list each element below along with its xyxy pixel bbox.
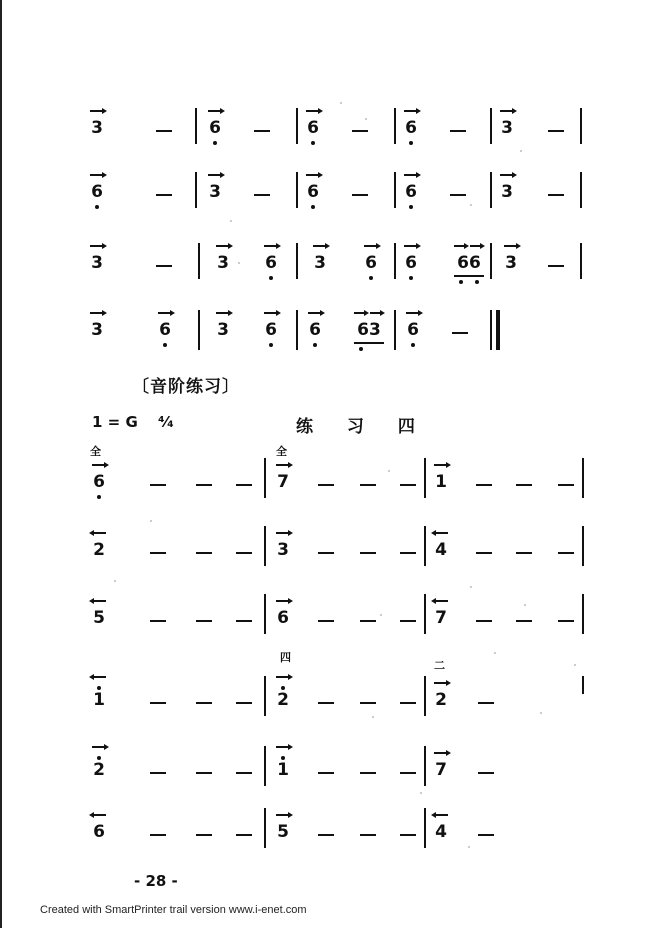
low-octave-dot: [475, 280, 479, 284]
note-digit: 66: [457, 253, 481, 273]
bow-direction-mark: [90, 110, 104, 112]
sustain-dash: [318, 620, 334, 622]
bow-direction-mark: [434, 752, 448, 754]
sustain-dash: [516, 484, 532, 486]
note-digit: 6: [405, 118, 417, 138]
bar-line: [582, 458, 584, 498]
bow-direction-mark: [370, 312, 382, 314]
note: [302, 320, 328, 340]
final-bar-thick: [496, 310, 500, 350]
note: [300, 182, 326, 202]
note-digit: 6: [405, 253, 417, 273]
scan-speck: [574, 664, 576, 666]
low-octave-dot: [409, 205, 413, 209]
note: [307, 253, 333, 273]
high-octave-dot: [97, 756, 101, 760]
note: [86, 472, 112, 492]
sustain-dash: [400, 552, 416, 554]
bar-line: [264, 746, 266, 786]
note: [428, 760, 454, 780]
note-digit: 3: [314, 253, 326, 273]
sustain-dash: [318, 552, 334, 554]
note: [202, 182, 228, 202]
bow-direction-mark: [90, 312, 104, 314]
note: [270, 608, 296, 628]
sustain-dash: [254, 130, 270, 132]
note: [428, 472, 454, 492]
sustain-dash: [236, 772, 252, 774]
note-digit: 1: [277, 760, 289, 780]
note-digit: 6: [265, 320, 277, 340]
sustain-dash: [476, 552, 492, 554]
sustain-dash: [548, 194, 564, 196]
bar-line: [198, 310, 200, 350]
note-digit: 6: [307, 182, 319, 202]
bow-direction-mark: [276, 814, 290, 816]
sustain-dash: [360, 772, 376, 774]
low-octave-dot: [97, 495, 101, 499]
sustain-dash: [352, 130, 368, 132]
note: [270, 760, 296, 780]
scan-speck: [520, 150, 522, 152]
note: [86, 608, 112, 628]
sustain-dash: [318, 834, 334, 836]
bow-direction-mark: [454, 245, 466, 247]
bow-direction-mark: [308, 312, 322, 314]
finger-mark-two: 二: [434, 659, 445, 672]
final-bar-thin: [490, 310, 492, 350]
low-octave-dot: [409, 276, 413, 280]
bar-line: [195, 108, 197, 144]
bar-line: [394, 172, 396, 208]
low-octave-dot: [459, 280, 463, 284]
note-digit: 6: [407, 320, 419, 340]
bar-line: [264, 594, 266, 634]
bow-direction-mark: [90, 174, 104, 176]
low-octave-dot: [269, 343, 273, 347]
bar-line: [490, 108, 492, 144]
bar-line: [296, 243, 298, 279]
sustain-dash: [196, 702, 212, 704]
note-digit: 2: [277, 690, 289, 710]
whole-bow-mark: 全: [276, 445, 287, 458]
scan-speck: [388, 470, 390, 472]
sustain-dash: [318, 772, 334, 774]
note: [270, 540, 296, 560]
note: [398, 253, 424, 273]
sustain-dash: [400, 772, 416, 774]
sustain-dash: [150, 484, 166, 486]
sustain-dash: [352, 194, 368, 196]
note: [152, 320, 178, 340]
sustain-dash: [196, 552, 212, 554]
section-heading: 〔音阶练习〕: [132, 377, 240, 397]
sustain-dash: [478, 772, 494, 774]
sustain-dash: [156, 265, 172, 267]
note: [494, 182, 520, 202]
scan-speck: [524, 604, 526, 606]
bow-direction-mark: [470, 245, 482, 247]
bar-line: [424, 676, 426, 716]
sustain-dash: [156, 130, 172, 132]
note-digit: 6: [93, 822, 105, 842]
bow-direction-mark: [500, 110, 514, 112]
sustain-dash: [360, 620, 376, 622]
bow-direction-mark: [90, 245, 104, 247]
sustain-dash: [254, 194, 270, 196]
note-digit: 3: [217, 320, 229, 340]
bow-direction-mark: [216, 312, 230, 314]
high-octave-dot: [281, 686, 285, 690]
note: [270, 822, 296, 842]
note-digit: 6: [405, 182, 417, 202]
bow-direction-mark: [306, 174, 320, 176]
bow-direction-mark: [216, 245, 230, 247]
note: [428, 540, 454, 560]
note-digit: 3: [91, 320, 103, 340]
sustain-dash: [558, 620, 574, 622]
bow-direction-mark: [276, 600, 290, 602]
sustain-dash: [150, 772, 166, 774]
scan-speck: [238, 262, 240, 264]
note: [398, 118, 424, 138]
sustain-dash: [318, 484, 334, 486]
note: [398, 182, 424, 202]
bow-direction-mark: [434, 682, 448, 684]
note: [300, 118, 326, 138]
sustain-dash: [478, 702, 494, 704]
sustain-dash: [236, 834, 252, 836]
sustain-dash: [476, 620, 492, 622]
note: [498, 253, 524, 273]
bow-direction-mark: [404, 245, 418, 247]
note-digit: 6: [93, 472, 105, 492]
bow-direction-mark: [434, 464, 448, 466]
note-digit: 3: [217, 253, 229, 273]
bar-line: [424, 594, 426, 634]
scan-speck: [114, 580, 116, 582]
note: [84, 320, 110, 340]
bow-direction-mark: [313, 245, 327, 247]
low-octave-dot: [313, 343, 317, 347]
bar-line: [296, 172, 298, 208]
exercise-title: 练 习 四: [296, 417, 429, 437]
eighth-underline: [354, 342, 384, 344]
note-digit: 63: [357, 320, 381, 340]
bar-line: [582, 594, 584, 634]
bow-direction-mark: [434, 532, 448, 534]
note-digit: 6: [277, 608, 289, 628]
high-octave-dot: [281, 756, 285, 760]
sustain-dash: [360, 484, 376, 486]
scan-speck: [494, 652, 496, 654]
bow-direction-mark: [404, 174, 418, 176]
note: [86, 822, 112, 842]
note: [400, 320, 426, 340]
note: [210, 320, 236, 340]
bow-direction-mark: [276, 746, 290, 748]
low-octave-dot: [213, 141, 217, 145]
bar-line: [580, 172, 582, 208]
bar-line: [394, 310, 396, 350]
time-signature: ⁴⁄₄: [158, 413, 174, 431]
bar-line: [582, 526, 584, 566]
sustain-dash: [516, 620, 532, 622]
bow-direction-mark: [92, 532, 106, 534]
sustain-dash: [400, 484, 416, 486]
note-digit: 4: [435, 540, 447, 560]
note-digit: 3: [209, 182, 221, 202]
note: [270, 690, 296, 710]
note-digit: 6: [159, 320, 171, 340]
bow-direction-mark: [92, 676, 106, 678]
bar-line: [490, 172, 492, 208]
note-digit: 5: [93, 608, 105, 628]
sustain-dash: [360, 702, 376, 704]
bow-direction-mark: [92, 600, 106, 602]
note-digit: 6: [209, 118, 221, 138]
sustain-dash: [156, 194, 172, 196]
note-digit: 6: [309, 320, 321, 340]
sustain-dash: [150, 620, 166, 622]
low-octave-dot: [369, 276, 373, 280]
bow-direction-mark: [276, 464, 290, 466]
note-digit: 3: [501, 182, 513, 202]
scan-speck: [365, 118, 367, 120]
sustain-dash: [400, 834, 416, 836]
bow-direction-mark: [276, 676, 290, 678]
sustain-dash: [318, 702, 334, 704]
note-digit: 3: [501, 118, 513, 138]
sustain-dash: [400, 702, 416, 704]
bar-line: [264, 676, 266, 716]
bow-direction-mark: [208, 174, 222, 176]
bow-direction-mark: [264, 245, 278, 247]
sustain-dash: [360, 552, 376, 554]
bow-direction-mark: [92, 746, 106, 748]
sustain-dash: [236, 552, 252, 554]
bar-line: [580, 108, 582, 144]
sustain-dash: [196, 620, 212, 622]
note-digit: 6: [307, 118, 319, 138]
note-digit: 3: [277, 540, 289, 560]
sustain-dash: [450, 194, 466, 196]
bar-line: [264, 808, 266, 848]
sustain-dash: [548, 265, 564, 267]
bar-line: [490, 243, 492, 279]
note-digit: 7: [435, 760, 447, 780]
sustain-dash: [478, 834, 494, 836]
sustain-dash: [360, 834, 376, 836]
sustain-dash: [236, 702, 252, 704]
note: [84, 118, 110, 138]
note: [428, 822, 454, 842]
sustain-dash: [548, 130, 564, 132]
sustain-dash: [450, 130, 466, 132]
scan-speck: [468, 846, 470, 848]
note: [86, 540, 112, 560]
bar-line: [195, 172, 197, 208]
sustain-dash: [236, 620, 252, 622]
high-octave-dot: [97, 686, 101, 690]
bar-line: [394, 243, 396, 279]
bow-direction-mark: [354, 312, 366, 314]
scan-speck: [540, 712, 542, 714]
sustain-dash: [196, 834, 212, 836]
bow-direction-mark: [158, 312, 172, 314]
finger-mark-four: 四: [280, 651, 291, 664]
eighth-underline: [454, 275, 484, 277]
scan-speck: [230, 220, 232, 222]
sustain-dash: [558, 484, 574, 486]
beamed-note-pair: [352, 320, 386, 340]
scan-speck: [372, 716, 374, 718]
bar-line: [198, 243, 200, 279]
note: [258, 253, 284, 273]
sustain-dash: [236, 484, 252, 486]
sustain-dash: [150, 552, 166, 554]
note-digit: 7: [277, 472, 289, 492]
note-digit: 5: [277, 822, 289, 842]
note: [270, 472, 296, 492]
page-number-value: 28: [145, 872, 167, 890]
note-digit: 7: [435, 608, 447, 628]
low-octave-dot: [311, 141, 315, 145]
bow-direction-mark: [306, 110, 320, 112]
note-digit: 6: [265, 253, 277, 273]
sustain-dash: [476, 484, 492, 486]
note: [84, 253, 110, 273]
sustain-dash: [452, 332, 468, 334]
scan-speck: [380, 614, 382, 616]
bow-direction-mark: [92, 814, 106, 816]
note-digit: 1: [93, 690, 105, 710]
bow-direction-mark: [434, 600, 448, 602]
bow-direction-mark: [92, 464, 106, 466]
bow-direction-mark: [364, 245, 378, 247]
note-digit: 6: [365, 253, 377, 273]
bow-direction-mark: [434, 814, 448, 816]
low-octave-dot: [269, 276, 273, 280]
bar-line: [394, 108, 396, 144]
bar-line: [580, 243, 582, 279]
bar-line: [582, 676, 584, 694]
note-digit: 6: [91, 182, 103, 202]
beamed-note-pair: [452, 253, 486, 273]
sustain-dash: [196, 772, 212, 774]
bow-direction-mark: [504, 245, 518, 247]
page-edge-rule: [0, 0, 2, 928]
note-digit: 2: [93, 540, 105, 560]
whole-bow-mark: 全: [90, 445, 101, 458]
sustain-dash: [558, 552, 574, 554]
low-octave-dot: [311, 205, 315, 209]
sustain-dash: [150, 834, 166, 836]
sustain-dash: [196, 484, 212, 486]
note-digit: 1: [435, 472, 447, 492]
note-digit: 4: [435, 822, 447, 842]
note-digit: 3: [91, 118, 103, 138]
sustain-dash: [516, 552, 532, 554]
note: [84, 182, 110, 202]
bar-line: [424, 808, 426, 848]
bow-direction-mark: [208, 110, 222, 112]
low-octave-dot: [359, 347, 363, 351]
page-number: - 28 -: [134, 872, 178, 890]
note-digit: 3: [505, 253, 517, 273]
note: [202, 118, 228, 138]
scan-speck: [150, 520, 152, 522]
bow-direction-mark: [264, 312, 278, 314]
note: [358, 253, 384, 273]
bow-direction-mark: [404, 110, 418, 112]
scan-speck: [470, 586, 472, 588]
note: [86, 690, 112, 710]
bar-line: [296, 108, 298, 144]
sustain-dash: [150, 702, 166, 704]
bar-line: [424, 526, 426, 566]
low-octave-dot: [411, 343, 415, 347]
note: [258, 320, 284, 340]
note: [210, 253, 236, 273]
key-signature: 1 = G: [92, 413, 138, 431]
scan-speck: [340, 102, 342, 104]
scan-speck: [470, 204, 472, 206]
bow-direction-mark: [500, 174, 514, 176]
watermark-footer: Created with SmartPrinter trail version www.i-enet.com: [40, 904, 307, 916]
bar-line: [296, 310, 298, 350]
note: [428, 608, 454, 628]
bar-line: [264, 526, 266, 566]
bow-direction-mark: [406, 312, 420, 314]
note-digit: 2: [435, 690, 447, 710]
note: [494, 118, 520, 138]
low-octave-dot: [409, 141, 413, 145]
note: [86, 760, 112, 780]
scan-speck: [420, 792, 422, 794]
note-digit: 2: [93, 760, 105, 780]
bar-line: [424, 746, 426, 786]
bow-direction-mark: [276, 532, 290, 534]
low-octave-dot: [163, 343, 167, 347]
bar-line: [264, 458, 266, 498]
note-digit: 3: [91, 253, 103, 273]
sustain-dash: [400, 620, 416, 622]
low-octave-dot: [95, 205, 99, 209]
bar-line: [424, 458, 426, 498]
note: [428, 690, 454, 710]
